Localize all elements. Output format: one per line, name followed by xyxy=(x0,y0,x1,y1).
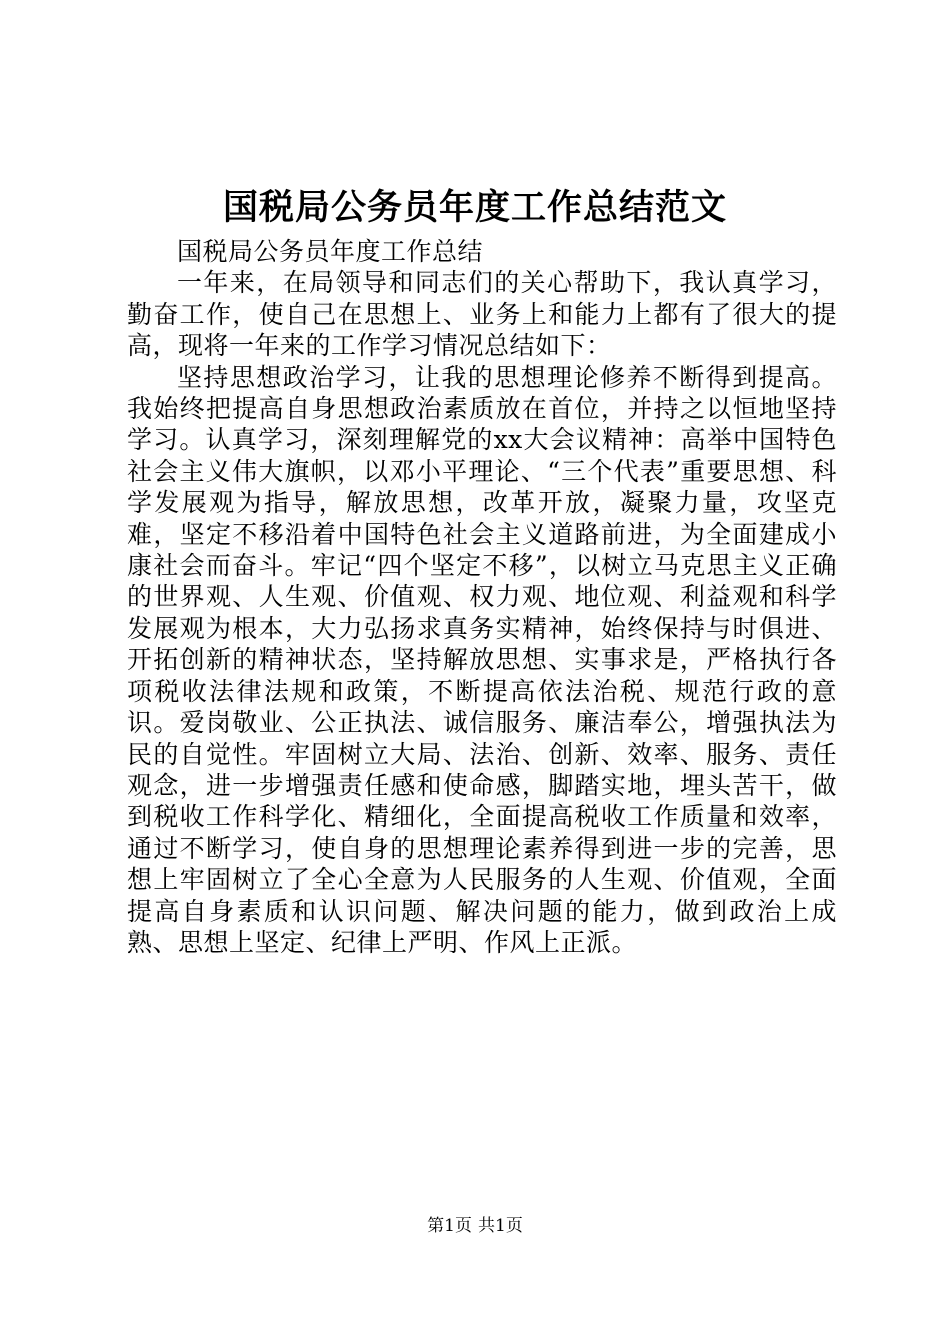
intro-paragraph: 一年来，在局领导和同志们的关心帮助下，我认真学习，勤奋工作，使自己在思想上、业务上和能力上都有了很大的提高，现将一年来的工作学习情况总结如下： xyxy=(127,268,837,361)
subtitle-paragraph: 国税局公务员年度工作总结 xyxy=(177,237,484,266)
document-title: 国税局公务员年度工作总结范文 xyxy=(222,187,727,228)
page-number: 第1页 xyxy=(427,1216,472,1236)
page-total: 共1页 xyxy=(478,1216,523,1236)
document-body xyxy=(127,236,837,958)
main-paragraph: 坚持思想政治学习，让我的思想理论修养不断得到提高。我始终把提高自身思想政治素质放在首位，并持之以恒地坚持学习。认真学习，深刻理解党的xx大会议精神：高举中国特色社会主义伟大旗帜，以邓小平理论、“三个代表”重要思想、科学发展观为指导，解放思想，改革开放，凝聚力量，攻坚克难，坚定不移沿着中国特色社会主义道路前进，为全面建成小康社会而奋斗。牢记“四个坚定不移”，以树立马克思主义正确的世界观、人生观、价值观、权力观、地位观、利益观和科学发展观为根本，大力弘扬求真务实精神，始终保持与时俱进、开拓创新的精神状态，坚持解放思想、实事求是，严格执行各项税收法律法规和政策，不断提高依法治税、规范行政的意识。爱岗敬业、公正执法、诚信服务、廉洁奉公，增强执法为民的自觉性。牢固树立大局、法治、创新、效率、服务、责任观念，进一步增强责任感和使命感，脚踏实地，埋头苦干，做到税收工作科学化、精细化，全面提高税收工作质量和效率，通过不断学习，使自身的思想理论素养得到进一步的完善，思想上牢固树立了全心全意为人民服务的人生观、价值观，全面提高自身素质和认识问题、解决问题的能力，做到政治上成熟、思想上坚定、纪律上严明、作风上正派。 xyxy=(127,362,837,957)
page-footer xyxy=(0,1214,950,1238)
